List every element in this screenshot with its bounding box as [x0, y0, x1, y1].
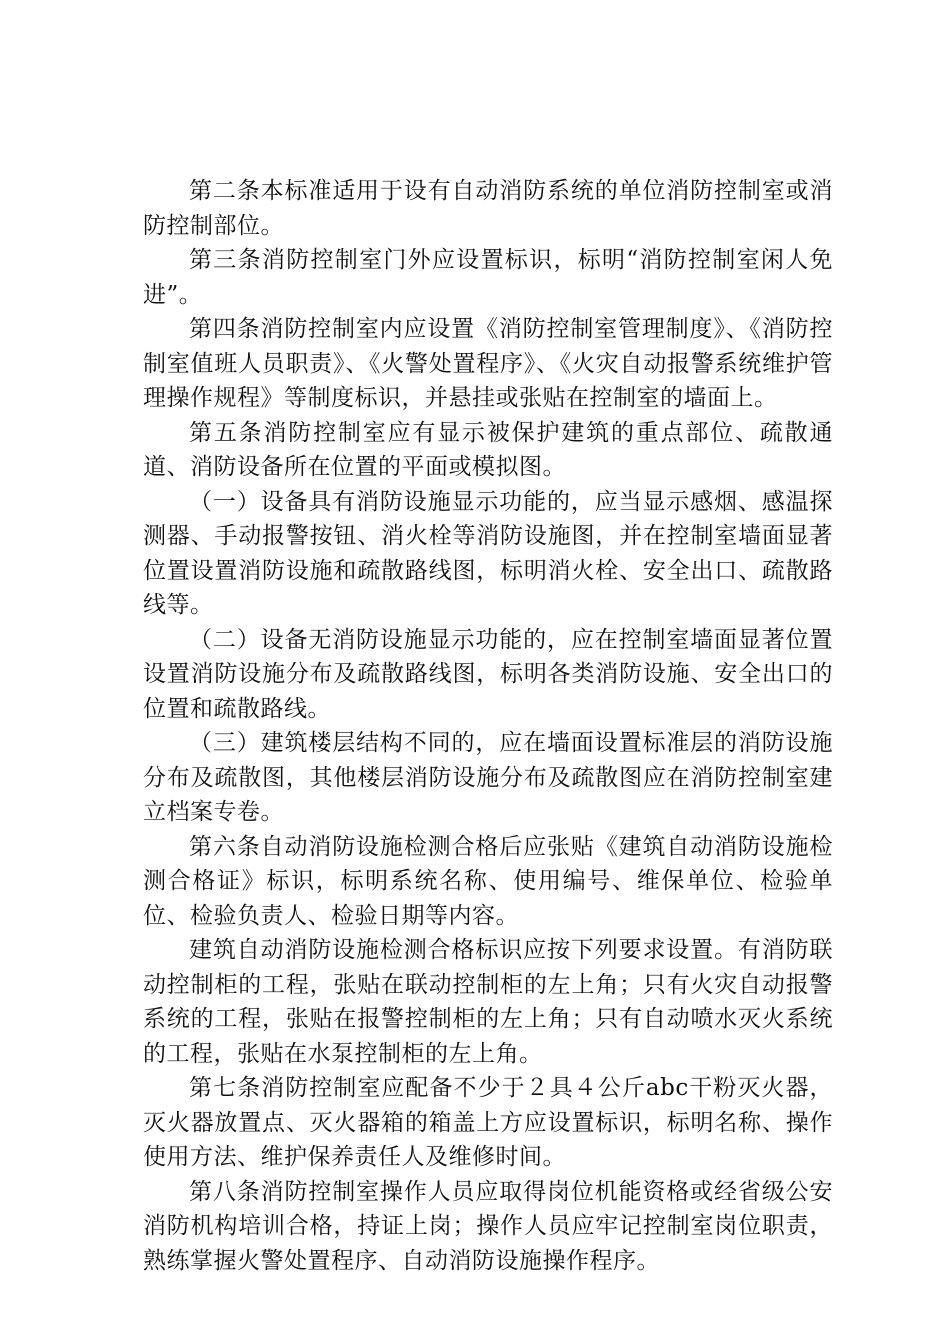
- paragraph-article-3: 第三条消防控制室门外应设置标识，标明“消防控制室闲人免进”。: [143, 247, 833, 308]
- paragraph-article-7: 第七条消防控制室应配备不少于２具４公斤abc干粉灭火器，灭火器放置点、灭火器箱的箱盖上方应设置标识，标明名称、操作使用方法、维护保养责任人及维修时间。: [143, 1075, 833, 1170]
- paragraph-article-6: 第六条自动消防设施检测合格后应张贴《建筑自动消防设施检测合格证》标识，标明系统名称、使用编号、维保单位、检验单位、检验负责人、检验日期等内容。: [143, 833, 833, 929]
- paragraph-article-8: 第八条消防控制室操作人员应取得岗位机能资格或经省级公安消防机构培训合格，持证上岗；操作人员应牢记控制室岗位职责，熟练掌握火警处置程序、自动消防设施操作程序。: [143, 1178, 833, 1274]
- paragraph-article-4: 第四条消防控制室内应设置《消防控制室管理制度》、《消防控制室值班人员职责》、《火警处置程序》、《火灾自动报警系统维护管理操作规程》等制度标识，并悬挂或张贴在控制室的墙面上。: [143, 316, 833, 411]
- paragraph-article-5: 第五条消防控制室应有显示被保护建筑的重点部位、疏散通道、消防设备所在位置的平面或模拟图。: [143, 419, 833, 480]
- paragraph-article-5-item-3: （三）建筑楼层结构不同的，应在墙面设置标准层的消防设施分布及疏散图，其他楼层消防设施分布及疏散图应在消防控制室建立档案专卷。: [143, 730, 833, 825]
- document-body: [143, 174, 833, 1278]
- paragraph-article-6-placement: 建筑自动消防设施检测合格标识应按下列要求设置。有消防联动控制柜的工程，张贴在联动控制柜的左上角；只有火灾自动报警系统的工程，张贴在报警控制柜的左上角；只有自动喷水灭火系统的工程，张贴在水泵控制柜的左上角。: [143, 937, 833, 1067]
- paragraph-article-5-item-2: （二）设备无消防设施显示功能的，应在控制室墙面显著位置设置消防设施分布及疏散路线图，标明各类消防设施、安全出口的位置和疏散路线。: [143, 626, 833, 722]
- paragraph-article-2: 第二条本标准适用于设有自动消防系统的单位消防控制室或消防控制部位。: [143, 178, 833, 239]
- paragraph-article-5-item-1: （一）设备具有消防设施显示功能的，应当显示感烟、感温探测器、手动报警按钮、消火栓等消防设施图，并在控制室墙面显著位置设置消防设施和疏散路线图，标明消火栓、安全出口、疏散路线等。: [143, 488, 833, 618]
